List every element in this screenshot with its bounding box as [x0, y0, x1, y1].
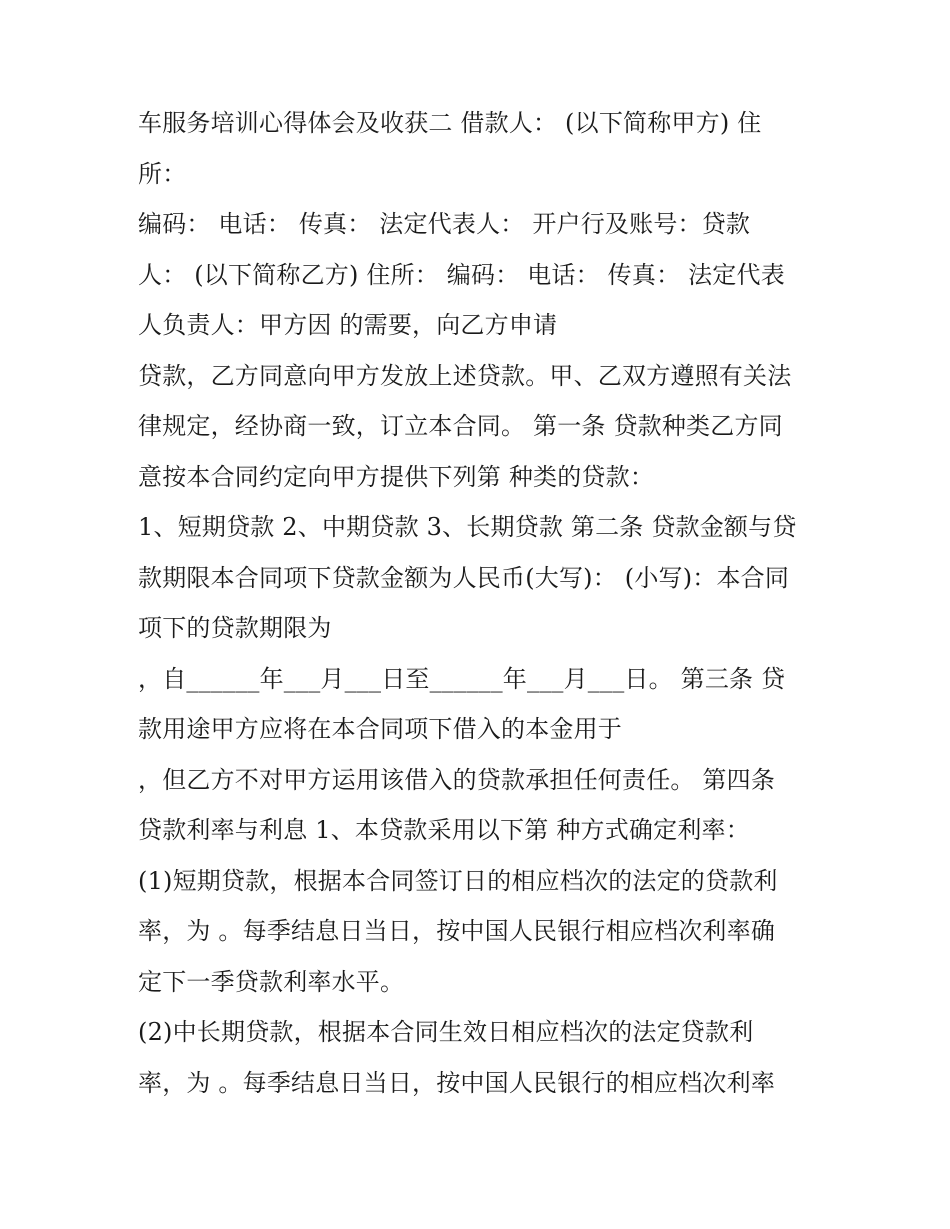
text-line-8: 意按本合同约定向甲方提供下列第 种类的贷款： — [138, 463, 655, 491]
text-line-14: ，但乙方不对甲方运用该借入的贷款承担任何责任。 第四条 — [138, 766, 776, 794]
text-line-4: 人： (以下简称乙方) 住所： 编码： 电话： 传真： 法定代表 — [138, 261, 785, 289]
text-line-15: 贷款利率与利息 1、本贷款采用以下第 种方式确定利率： — [138, 816, 750, 844]
text-line-13: 款用途甲方应将在本合同项下借入的本金用于 — [138, 715, 622, 743]
text-line-6: 贷款，乙方同意向甲方发放上述贷款。甲、乙双方遵照有关法 — [138, 362, 792, 390]
text-line-7: 律规定，经协商一致，订立本合同。 第一条 贷款种类乙方同 — [138, 412, 783, 440]
text-line-18: 定下一季贷款利率水平。 — [138, 968, 405, 996]
text-line-19: (2)中长期贷款，根据本合同生效日相应档次的法定贷款利 — [138, 1018, 754, 1046]
text-line-12: ，自______年___月___日至______年___月___日。 第三条 贷 — [138, 665, 786, 693]
text-line-1: 车服务培训心得体会及收获二 借款人： (以下简称甲方) 住 — [138, 109, 762, 137]
text-line-3: 编码： 电话： 传真： 法定代表人： 开户行及账号：贷款 — [138, 210, 751, 238]
text-line-10: 款期限本合同项下贷款金额为人民币(大写)： (小写)：本合同 — [138, 564, 790, 592]
text-line-2: 所： — [138, 160, 187, 188]
text-line-9: 1、短期贷款 2、中期贷款 3、长期贷款 第二条 贷款金额与贷 — [138, 513, 797, 541]
text-line-5: 人负责人：甲方因 的需要，向乙方申请 — [138, 311, 558, 339]
text-line-16: (1)短期贷款，根据本合同签订日的相应档次的法定的贷款利 — [138, 867, 778, 895]
text-line-17: 率，为 。每季结息日当日，按中国人民银行相应档次利率确 — [138, 917, 776, 945]
text-line-11: 项下的贷款期限为 — [138, 614, 332, 642]
text-line-20: 率，为 。每季结息日当日，按中国人民银行的相应档次利率 — [138, 1069, 776, 1097]
